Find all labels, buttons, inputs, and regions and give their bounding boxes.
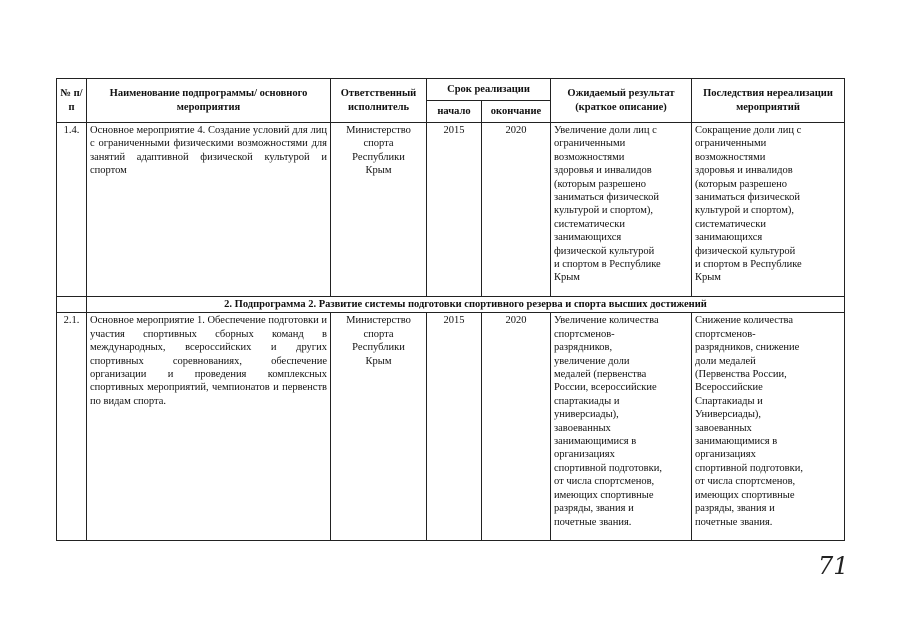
row-number: 1.4.	[57, 123, 87, 297]
header-start: начало	[427, 101, 482, 123]
row-start: 2015	[427, 313, 482, 541]
row-executor: Министерство спорта Республики Крым	[331, 313, 427, 541]
header-term: Срок реализации	[427, 79, 551, 101]
header-result: Ожидаемый результат (краткое описание)	[551, 79, 692, 123]
section-row	[57, 297, 845, 313]
row-result: Увеличение доли лиц с ограниченными возможностями здоровья и инвалидов (которым разрешено заниматься физической культурой и спортом), систематически занимающихся физической культурой и спортом в Республике Крым	[551, 123, 692, 297]
row-executor: Министерство спорта Республики Крым	[331, 123, 427, 297]
row-name: Основное мероприятие 1. Обеспечение подготовки и участия спортивных сборных команд в международных, всероссийских и других спортивных соревнованиях, обеспечение организации и проведения комплексных спортивных мероприятий, чемпионатов и первенств по видам спорта.	[87, 313, 331, 541]
row-consequence: Снижение количества спортсменов- разрядников, снижение доли медалей (Первенства России, Всероссийские Спартакиады и Универсиады), завоеванных занимающимися в организациях спортивной подготовки, от числа спортсменов, имеющих спортивные разряды, звания и почетные звания.	[692, 313, 845, 541]
section-num-cell	[57, 297, 87, 313]
header-executor: Ответственный исполнитель	[331, 79, 427, 123]
header-num: № п/п	[57, 79, 87, 123]
row-number: 2.1.	[57, 313, 87, 541]
row-end: 2020	[482, 123, 551, 297]
row-end: 2020	[482, 313, 551, 541]
program-table	[56, 78, 845, 541]
section-title: 2. Подпрограмма 2. Развитие системы подготовки спортивного резерва и спорта высших достижений	[87, 297, 845, 313]
row-consequence: Сокращение доли лиц с ограниченными возможностями здоровья и инвалидов (которым разрешено заниматься физической культурой и спортом), систематически занимающихся физической культурой и спортом в Республике Крым	[692, 123, 845, 297]
header-consequence: Последствия нереализации мероприятий	[692, 79, 845, 123]
row-name: Основное мероприятие 4. Создание условий для лиц с ограниченными физическими возможностями для занятий адаптивной физической культурой и спортом	[87, 123, 331, 297]
header-end: окончание	[482, 101, 551, 123]
row-start: 2015	[427, 123, 482, 297]
header-name: Наименование подпрограммы/ основного мероприятия	[87, 79, 331, 123]
page-number: 71	[818, 552, 849, 580]
table-row	[57, 313, 845, 541]
row-result: Увеличение количества спортсменов- разрядников, увеличение доли медалей (первенства России, всероссийские спартакиады и универсиады), завоеванных занимающимися в организациях спортивной подготовки, от числа спортсменов, имеющих спортивные разряды, звания и почетные звания.	[551, 313, 692, 541]
table-row	[57, 123, 845, 297]
